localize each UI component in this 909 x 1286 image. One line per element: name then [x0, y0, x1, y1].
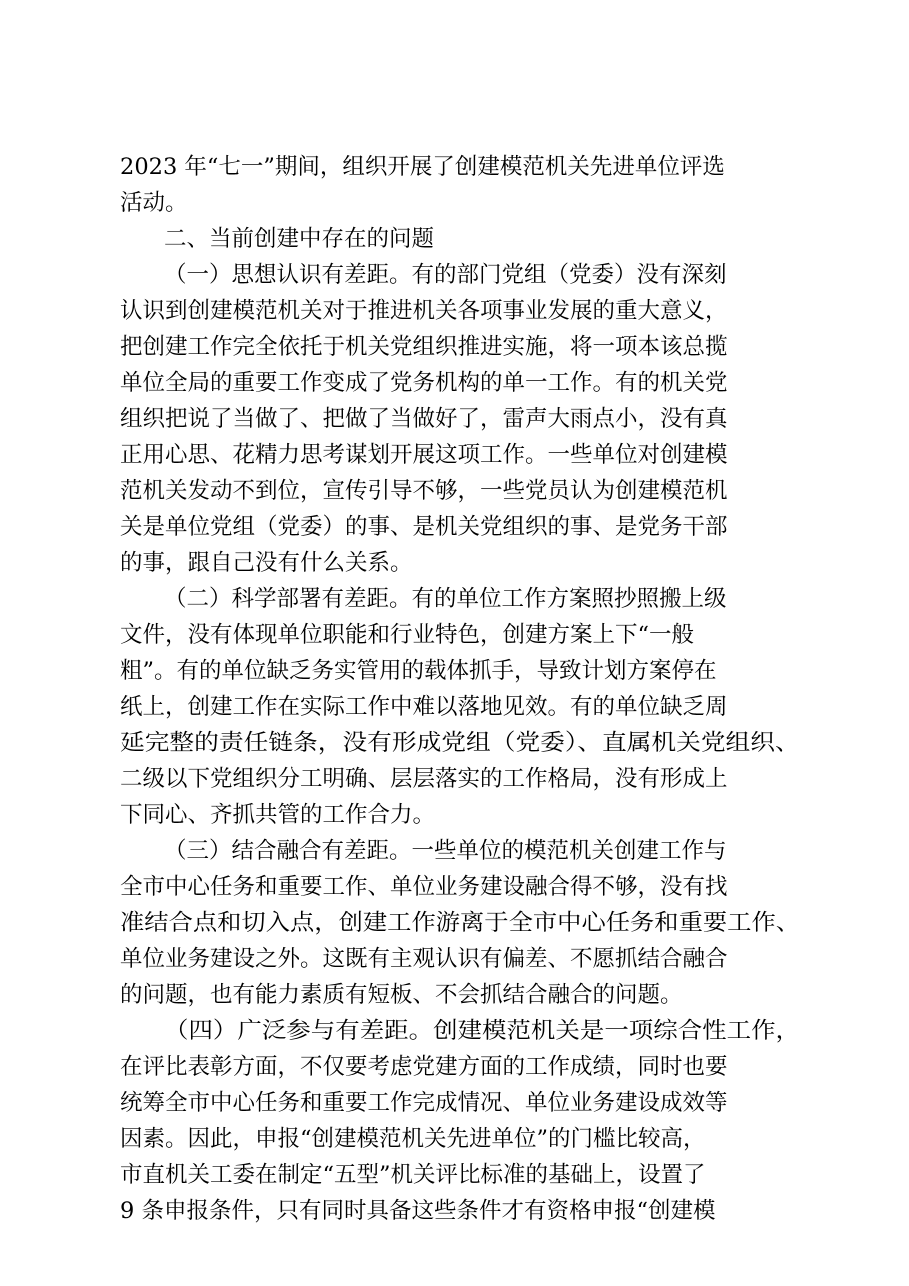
text-line: 纸上，创建工作在实际工作中难以落地见效。有的单位缺乏周	[120, 694, 728, 720]
text-line: 全市中心任务和重要工作、单位业务建设融合得不够，没有找	[120, 874, 728, 900]
text-line: 下同心、齐抓共管的工作合力。	[120, 802, 436, 828]
text-line: 因素。因此，申报“创建模范机关先进单位”的门槛比较高，	[120, 1126, 706, 1152]
text-line: 组织把说了当做了、把做了当做好了，雷声大雨点小，没有真	[120, 406, 728, 432]
text-line: 正用心思、花精力思考谋划开展这项工作。一些单位对创建模	[120, 442, 728, 468]
paragraph-first-line: （一）思想认识有差距。有的部门党组（党委）没有深刻	[164, 262, 727, 288]
text-line: 延完整的责任链条，没有形成党组（党委）、直属机关党组织、	[120, 730, 800, 756]
text-line: 单位全局的重要工作变成了党务机构的单一工作。有的机关党	[120, 370, 728, 396]
text-line: 统筹全市中心任务和重要工作完成情况、单位业务建设成效等	[120, 1090, 728, 1116]
text-line: 市直机关工委在制定“五型”机关评比标准的基础上，设置了	[120, 1162, 706, 1188]
text-line: 2023 年“七一”期间，组织开展了创建模范机关先进单位评选	[120, 154, 725, 180]
text-line: 认识到创建模范机关对于推进机关各项事业发展的重大意义，	[120, 298, 728, 324]
text-line: 准结合点和切入点，创建工作游离于全市中心任务和重要工作、	[120, 910, 801, 936]
text-line: 的问题，也有能力素质有短板、不会抓结合融合的问题。	[120, 982, 683, 1008]
paragraph-first-line: （二）科学部署有差距。有的单位工作方案照抄照搬上级	[164, 586, 727, 612]
text-line: 关是单位党组（党委）的事、是机关党组织的事、是党务干部	[120, 514, 728, 540]
text-line: 单位业务建设之外。这既有主观认识有偏差、不愿抓结合融合	[120, 946, 728, 972]
text-line: 把创建工作完全依托于机关党组织推进实施，将一项本该总揽	[120, 334, 728, 360]
text-line: 在评比表彰方面，不仅要考虑党建方面的工作成绩，同时也要	[120, 1054, 728, 1080]
text-line: 文件，没有体现单位职能和行业特色，创建方案上下“一般	[120, 622, 695, 648]
text-line: 粗”。有的单位缺乏务实管用的载体抓手，导致计划方案停在	[120, 658, 717, 684]
text-line: 的事，跟自己没有什么关系。	[120, 550, 413, 576]
text-line: 活动。	[120, 190, 188, 216]
text-line: 二级以下党组织分工明确、层层落实的工作格局，没有形成上	[120, 766, 728, 792]
text-line: 范机关发动不到位，宣传引导不够，一些党员认为创建模范机	[120, 478, 728, 504]
paragraph-first-line: （四）广泛参与有差距。创建模范机关是一项综合性工作，	[164, 1018, 801, 1044]
section-heading: 二、当前创建中存在的问题	[164, 226, 435, 252]
text-line: 9 条申报条件，只有同时具备这些条件才有资格申报“创建模	[120, 1198, 716, 1224]
paragraph-first-line: （三）结合融合有差距。一些单位的模范机关创建工作与	[164, 838, 727, 864]
